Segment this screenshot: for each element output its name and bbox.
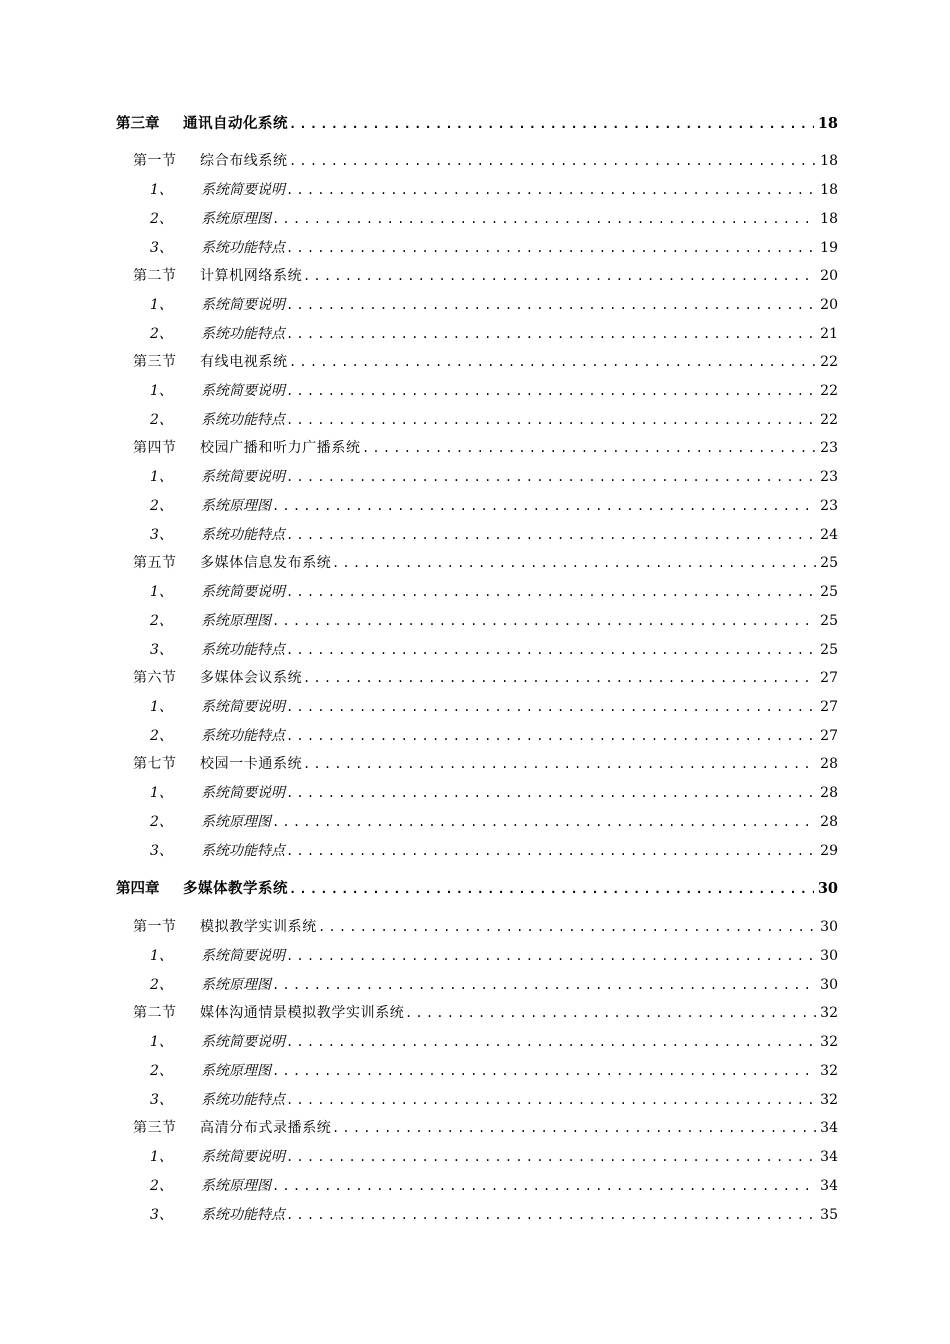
dot-leader xyxy=(289,878,814,900)
item-label: 1、 xyxy=(150,948,173,964)
dot-leader xyxy=(272,811,816,833)
dot-leader xyxy=(286,1204,816,1226)
section-label: 第二节 xyxy=(133,1005,177,1021)
toc-section[interactable] xyxy=(0,1117,950,1139)
toc-chapter[interactable] xyxy=(0,878,950,900)
item-label: 2、 xyxy=(150,211,173,227)
section-label: 第七节 xyxy=(133,756,177,772)
item-title: 系统简要说明 xyxy=(201,1034,285,1050)
toc-item[interactable] xyxy=(0,1031,950,1053)
item-title: 系统简要说明 xyxy=(201,1149,285,1165)
toc-item[interactable] xyxy=(0,840,950,862)
item-title: 系统原理图 xyxy=(201,814,271,830)
section-title: 综合布线系统 xyxy=(200,153,288,169)
dot-leader xyxy=(272,495,816,517)
dot-leader xyxy=(286,782,816,804)
item-page: 35 xyxy=(820,1207,838,1223)
dot-leader xyxy=(286,179,816,201)
dot-leader xyxy=(286,294,816,316)
toc-section[interactable] xyxy=(0,667,950,689)
item-page: 32 xyxy=(820,1034,838,1050)
toc-item[interactable] xyxy=(0,409,950,431)
toc-item[interactable] xyxy=(0,696,950,718)
dot-leader xyxy=(286,840,816,862)
item-page: 18 xyxy=(820,182,838,198)
section-page: 32 xyxy=(820,1005,838,1021)
item-page: 21 xyxy=(820,326,838,342)
section-title: 媒体沟通情景模拟教学实训系统 xyxy=(200,1005,405,1021)
item-title: 系统功能特点 xyxy=(201,642,285,658)
dot-leader xyxy=(303,667,816,689)
item-title: 系统原理图 xyxy=(201,613,271,629)
dot-leader xyxy=(303,265,816,287)
toc-item[interactable] xyxy=(0,294,950,316)
item-label: 1、 xyxy=(150,785,173,801)
item-label: 3、 xyxy=(150,240,173,256)
item-page: 22 xyxy=(820,383,838,399)
chapter-title: 多媒体教学系统 xyxy=(183,880,288,897)
dot-leader xyxy=(272,1060,816,1082)
section-page: 23 xyxy=(820,440,838,456)
item-label: 3、 xyxy=(150,642,173,658)
item-label: 1、 xyxy=(150,699,173,715)
dot-leader xyxy=(289,351,816,373)
item-label: 1、 xyxy=(150,469,173,485)
item-page: 22 xyxy=(820,412,838,428)
chapter-label: 第三章 xyxy=(116,115,160,132)
dot-leader xyxy=(286,696,816,718)
dot-leader xyxy=(286,524,816,546)
item-title: 系统功能特点 xyxy=(201,1092,285,1108)
toc-item[interactable] xyxy=(0,208,950,230)
item-label: 2、 xyxy=(150,1063,173,1079)
item-title: 系统简要说明 xyxy=(201,297,285,313)
item-page: 27 xyxy=(820,728,838,744)
item-title: 系统原理图 xyxy=(201,1063,271,1079)
toc-section[interactable] xyxy=(0,265,950,287)
section-label: 第三节 xyxy=(133,1120,177,1136)
item-title: 系统简要说明 xyxy=(201,785,285,801)
item-label: 2、 xyxy=(150,977,173,993)
chapter-page: 30 xyxy=(817,880,838,897)
item-label: 1、 xyxy=(150,182,173,198)
item-label: 1、 xyxy=(150,584,173,600)
item-title: 系统简要说明 xyxy=(201,948,285,964)
item-page: 20 xyxy=(820,297,838,313)
dot-leader xyxy=(289,150,816,172)
item-title: 系统功能特点 xyxy=(201,728,285,744)
toc-item[interactable] xyxy=(0,1060,950,1082)
toc-section[interactable] xyxy=(0,552,950,574)
dot-leader xyxy=(286,1031,816,1053)
item-title: 系统功能特点 xyxy=(201,1207,285,1223)
section-title: 多媒体信息发布系统 xyxy=(200,555,332,571)
item-page: 24 xyxy=(820,527,838,543)
section-label: 第一节 xyxy=(133,919,177,935)
item-label: 2、 xyxy=(150,613,173,629)
item-page: 28 xyxy=(820,814,838,830)
item-label: 2、 xyxy=(150,1178,173,1194)
item-title: 系统简要说明 xyxy=(201,383,285,399)
chapter-label: 第四章 xyxy=(116,880,160,897)
toc-section[interactable] xyxy=(0,916,950,938)
toc-item[interactable] xyxy=(0,1146,950,1168)
dot-leader xyxy=(318,916,816,938)
section-page: 27 xyxy=(820,670,838,686)
section-label: 第六节 xyxy=(133,670,177,686)
section-label: 第四节 xyxy=(133,440,177,456)
item-label: 3、 xyxy=(150,1092,173,1108)
toc-section[interactable] xyxy=(0,1002,950,1024)
dot-leader xyxy=(286,1089,816,1111)
section-title: 校园一卡通系统 xyxy=(200,756,303,772)
item-page: 19 xyxy=(820,240,838,256)
dot-leader xyxy=(405,1002,816,1024)
item-label: 1、 xyxy=(150,1149,173,1165)
section-title: 模拟教学实训系统 xyxy=(200,919,317,935)
item-title: 系统功能特点 xyxy=(201,843,285,859)
dot-leader xyxy=(286,237,816,259)
section-page: 34 xyxy=(820,1120,838,1136)
item-page: 23 xyxy=(820,498,838,514)
item-page: 27 xyxy=(820,699,838,715)
dot-leader xyxy=(272,974,816,996)
chapter-page: 18 xyxy=(817,115,838,132)
section-page: 25 xyxy=(820,555,838,571)
toc-item[interactable] xyxy=(0,945,950,967)
item-page: 25 xyxy=(820,613,838,629)
dot-leader xyxy=(286,323,816,345)
item-title: 系统简要说明 xyxy=(201,699,285,715)
item-label: 1、 xyxy=(150,383,173,399)
toc-section[interactable] xyxy=(0,351,950,373)
dot-leader xyxy=(272,208,816,230)
toc-item[interactable] xyxy=(0,1175,950,1197)
section-page: 18 xyxy=(820,153,838,169)
dot-leader xyxy=(286,466,816,488)
section-page: 20 xyxy=(820,268,838,284)
item-label: 3、 xyxy=(150,527,173,543)
item-title: 系统简要说明 xyxy=(201,182,285,198)
section-title: 有线电视系统 xyxy=(200,354,288,370)
item-title: 系统功能特点 xyxy=(201,527,285,543)
item-page: 29 xyxy=(820,843,838,859)
item-title: 系统原理图 xyxy=(201,977,271,993)
item-label: 2、 xyxy=(150,498,173,514)
item-title: 系统功能特点 xyxy=(201,240,285,256)
section-label: 第三节 xyxy=(133,354,177,370)
section-label: 第二节 xyxy=(133,268,177,284)
section-title: 校园广播和听力广播系统 xyxy=(200,440,361,456)
item-label: 2、 xyxy=(150,412,173,428)
section-label: 第一节 xyxy=(133,153,177,169)
item-title: 系统简要说明 xyxy=(201,584,285,600)
section-label: 第五节 xyxy=(133,555,177,571)
toc-item[interactable] xyxy=(0,974,950,996)
section-page: 22 xyxy=(820,354,838,370)
section-page: 30 xyxy=(820,919,838,935)
item-page: 18 xyxy=(820,211,838,227)
item-page: 30 xyxy=(820,977,838,993)
item-title: 系统原理图 xyxy=(201,498,271,514)
toc-item[interactable] xyxy=(0,811,950,833)
dot-leader xyxy=(286,409,816,431)
dot-leader xyxy=(332,1117,816,1139)
toc-item[interactable] xyxy=(0,782,950,804)
item-page: 25 xyxy=(820,642,838,658)
item-label: 3、 xyxy=(150,843,173,859)
toc-item[interactable] xyxy=(0,466,950,488)
section-title: 计算机网络系统 xyxy=(200,268,303,284)
dot-leader xyxy=(286,581,816,603)
toc-item[interactable] xyxy=(0,524,950,546)
toc-section[interactable] xyxy=(0,150,950,172)
item-page: 32 xyxy=(820,1092,838,1108)
toc-chapter[interactable] xyxy=(0,113,950,135)
toc-section[interactable] xyxy=(0,437,950,459)
toc-item[interactable] xyxy=(0,581,950,603)
chapter-title: 通讯自动化系统 xyxy=(183,115,288,132)
dot-leader xyxy=(303,753,816,775)
dot-leader xyxy=(362,437,816,459)
toc-item[interactable] xyxy=(0,725,950,747)
dot-leader xyxy=(272,1175,816,1197)
item-page: 25 xyxy=(820,584,838,600)
dot-leader xyxy=(286,380,816,402)
item-title: 系统功能特点 xyxy=(201,326,285,342)
dot-leader xyxy=(332,552,816,574)
item-page: 30 xyxy=(820,948,838,964)
item-title: 系统简要说明 xyxy=(201,469,285,485)
item-label: 3、 xyxy=(150,1207,173,1223)
item-page: 32 xyxy=(820,1063,838,1079)
toc-section[interactable] xyxy=(0,753,950,775)
item-title: 系统原理图 xyxy=(201,1178,271,1194)
toc-item[interactable] xyxy=(0,1089,950,1111)
item-label: 1、 xyxy=(150,1034,173,1050)
dot-leader xyxy=(286,1146,816,1168)
toc-item[interactable] xyxy=(0,1204,950,1226)
toc-item[interactable] xyxy=(0,610,950,632)
item-label: 1、 xyxy=(150,297,173,313)
dot-leader xyxy=(286,725,816,747)
dot-leader xyxy=(286,945,816,967)
item-page: 34 xyxy=(820,1149,838,1165)
item-label: 2、 xyxy=(150,728,173,744)
item-title: 系统功能特点 xyxy=(201,412,285,428)
item-label: 2、 xyxy=(150,814,173,830)
dot-leader xyxy=(289,113,814,135)
toc-item[interactable] xyxy=(0,495,950,517)
dot-leader xyxy=(272,610,816,632)
toc-item[interactable] xyxy=(0,639,950,661)
toc-item[interactable] xyxy=(0,380,950,402)
toc-item[interactable] xyxy=(0,323,950,345)
item-page: 23 xyxy=(820,469,838,485)
section-page: 28 xyxy=(820,756,838,772)
section-title: 多媒体会议系统 xyxy=(200,670,303,686)
item-page: 34 xyxy=(820,1178,838,1194)
item-title: 系统原理图 xyxy=(201,211,271,227)
dot-leader xyxy=(286,639,816,661)
item-page: 28 xyxy=(820,785,838,801)
section-title: 高清分布式录播系统 xyxy=(200,1120,332,1136)
toc-item[interactable] xyxy=(0,179,950,201)
toc-item[interactable] xyxy=(0,237,950,259)
item-label: 2、 xyxy=(150,326,173,342)
